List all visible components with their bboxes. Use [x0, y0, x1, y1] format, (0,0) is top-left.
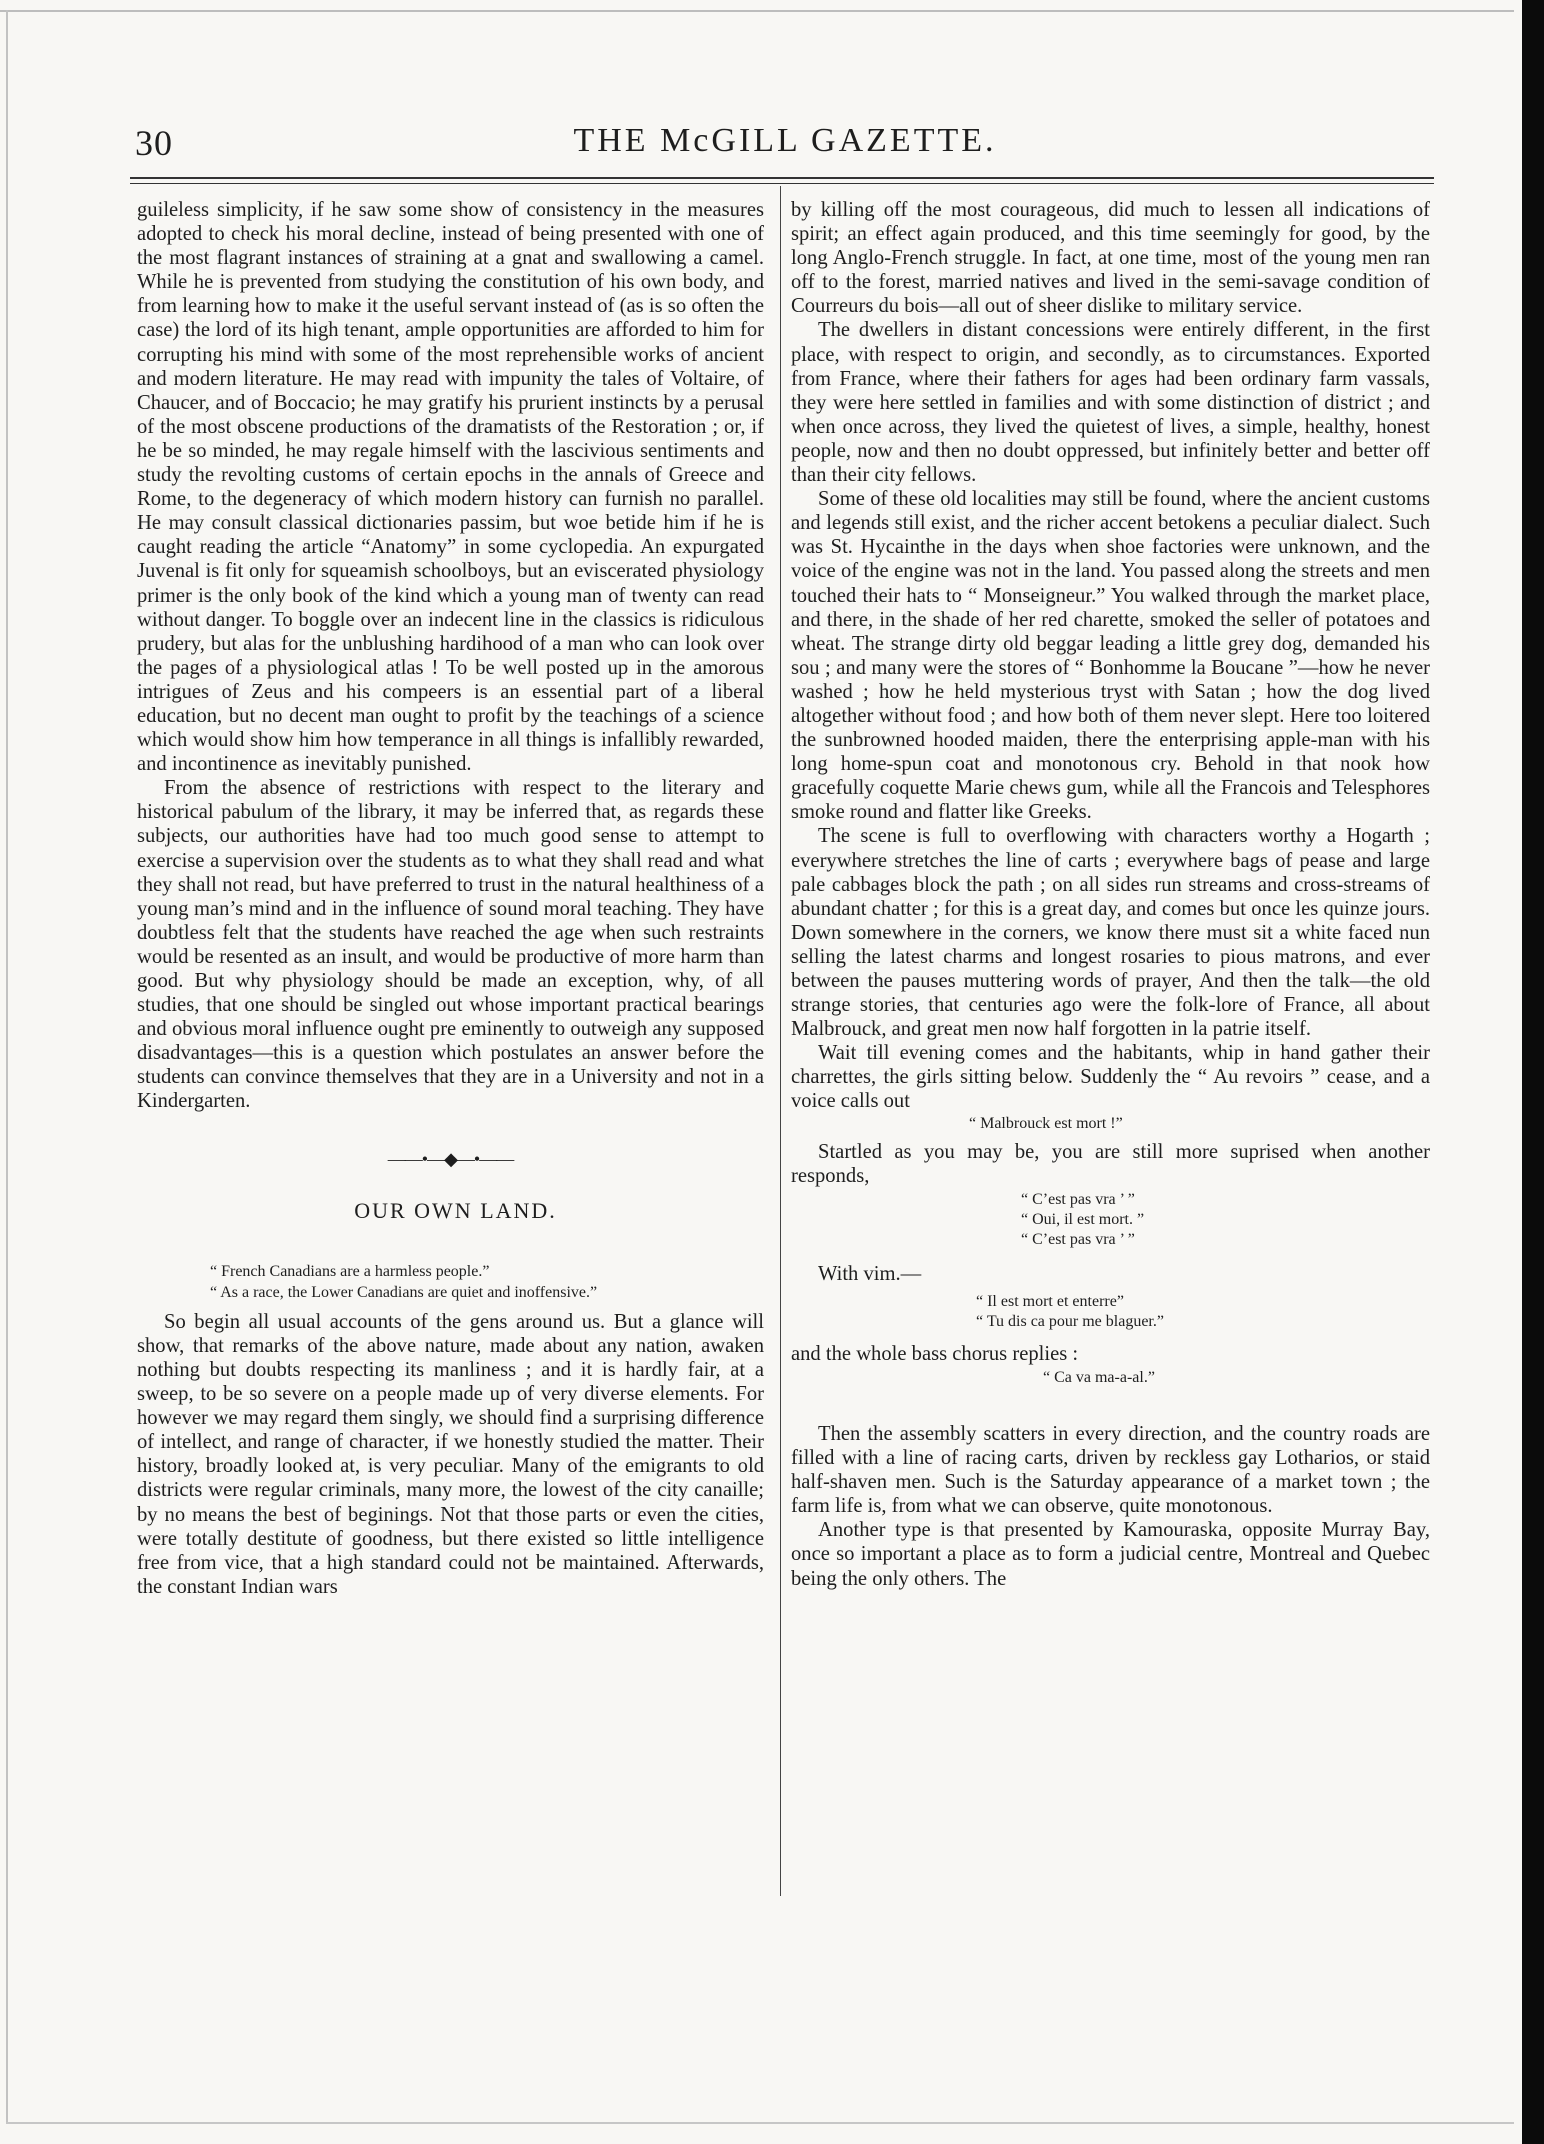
page-border-top — [0, 10, 1514, 12]
page-border-bottom — [6, 2122, 1514, 2124]
song-verse: “ Malbrouck est mort !” — [969, 1114, 1123, 1132]
page-border-left — [6, 10, 8, 2122]
song-line: “ Il est mort et enterre” — [976, 1292, 1124, 1310]
song-verse — [791, 1292, 1430, 1332]
right-column — [791, 198, 1430, 1591]
page-header — [135, 120, 1435, 176]
paragraph: Another type is that presented by Kamouraska, opposite Murray Bay, once so important a place as to form a judicial centre, Montreal and Quebec being the only others. The — [791, 1519, 1430, 1590]
paragraph: Then the assembly scatters in every direction, and the country roads are filled with a line of racing carts, driven by reckless gay Lotharios, or staid half-shaven men. Such is the Saturday appearance of a market town ; the farm life is, from what we can observe, quite monotonous. — [791, 1422, 1430, 1518]
song-line: “ C’est pas vra ’ ” — [1021, 1230, 1135, 1248]
left-column — [137, 198, 764, 1599]
header-rule-thin — [130, 183, 1434, 184]
header-rule-thick — [130, 177, 1434, 179]
paragraph: With vim.— — [818, 1262, 922, 1285]
paragraph: From the absence of restrictions with respect to the literary and historical pabulum of the library, it may be inferred that, as regards these subjects, our authorities have had too much good sense to attempt to exercise a supervision over the students as to what they shall read and what they shall not read, but have preferred to trust in the natural healthiness of a young man’s mind and in the influence of sound moral teaching. They have doubtless felt that the students have reached the age when such restraints would be resented as an insult, and would be productive of more harm than good. But why physiology should be made an exception, why, of all studies, that one should be singled out whose important practical bearings and obvious moral influence ought pre eminently to outweigh any supposed disadvantages—this is a question which postulates an answer before the students can convince themselves that they are in a University and not in a Kindergarten. — [137, 777, 764, 1113]
page-number: 30 — [135, 123, 173, 163]
paragraph: The dwellers in distant concessions were entirely different, in the first place, with respect to origin, and secondly, as to circumstances. Exported from France, where their fathers for ages had been ordinary farm vassals, they were here settled in families and with some distinction of district ; and when once across, they lived the quietest of lives, a simple, healthy, honest people, now and then no doubt oppressed, but infinitely better and better off than their city fellows. — [791, 319, 1430, 487]
section-title: OUR OWN LAND. — [354, 1197, 557, 1223]
paragraph: by killing off the most courageous, did much to lessen all indications of spirit; an effect again produced, and this time seemingly for good, by the long Anglo-French struggle. In fact, at one time, most of the young men ran off to the forest, married natives and lived in the semi-savage condition of Courreurs du bois—all out of sheer dislike to military service. — [791, 199, 1430, 318]
epigraph-line: “ French Canadians are a harmless people.” — [210, 1262, 490, 1280]
journal-title: THE McGILL GAZETTE. — [573, 122, 997, 159]
paragraph: and the whole bass chorus replies : — [791, 1342, 1079, 1365]
song-line: “ Tu dis ca pour me blaguer.” — [976, 1312, 1164, 1330]
scan-edge-bar — [1522, 0, 1544, 2144]
paragraph: The scene is full to overflowing with characters worthy a Hogarth ; everywhere stretches the line of carts ; everywhere bags of pease and large pale cabbages block the path ; on all sides run streams and cross-streams of abundant chatter ; for this is a great day, and comes but once les quinze jours. Down somewhere in the corners, we know there must sit a white faced nun selling the latest charms and longest rosaries to pious matrons, and ever between the pauses muttering words of prayer, And then the talk—the old strange stories, that centuries ago were the folk-lore of France, all about Malbrouck, and great men now half forgotten in la patrie itself. — [791, 825, 1430, 1041]
column-divider — [780, 186, 781, 1896]
song-verse: “ Ca va ma-a-al.” — [1043, 1368, 1155, 1386]
epigraph-line: “ As a race, the Lower Canadians are quiet and inoffensive.” — [210, 1283, 598, 1301]
song-line: “ Oui, il est mort. ” — [1021, 1210, 1145, 1228]
paragraph: Some of these old localities may still be found, where the ancient customs and legends still exist, and the richer accent betokens a peculiar dialect. Such was St. Hycainthe in the days when shoe factories were unknown, and the voice of the engine was not in the land. You passed along the streets and men touched their hats to “ Monseigneur.” You walked through the market place, and there, in the shade of her red charette, smoked the seller of potatoes and wheat. The strange dirty old beggar leading a little grey dog, demanded his sou ; and many were the stores of “ Bonhomme la Boucane ”—how he never washed ; how he held mysterious tryst with Satan ; how the dog lived altogether without food ; and how both of them never slept. Here too loitered the sunbrowned hooded maiden, there the enterprising apple-man with his long home-spun coat and monotonous cry. Behold in that nook how gracefully coquette Marie chews gum, while all the Francois and Telesphores smoke round and flatter like Greeks. — [791, 488, 1430, 824]
song-verse — [791, 1190, 1430, 1250]
song-line: “ C’est pas vra ’ ” — [1021, 1190, 1135, 1208]
paragraph: guileless simplicity, if he saw some show of consistency in the measures adopted to check his moral decline, instead of being presented with one of the most flagrant instances of straining at a gnat and swallowing a camel. While he is prevented from studying the constitution of his own body, and from learning how to make it the useful servant instead of (as is so often the case) the lord of its high tenant, ample opportunities are afforded to him for corrupting his mind with some of the most reprehensible works of ancient and modern literature. He may read with impunity the tales of Voltaire, of Chaucer, and of Boccacio; he may gratify his prurient instincts by a perusal of the most obscene productions of the dramatists of the Restoration ; or, if he be so minded, he may regale himself with the lascivious sentiments and study the revolting customs of certain epochs in the annals of Greece and Rome, to the degeneracy of which modern history can furnish no parallel. He may consult classical dictionaries passim, but woe betide him if he is caught reading the article “Anatomy” in some cyclopedia. An expurgated Juvenal is fit only for squeamish schoolboys, but an eviscerated physiology primer is the only book of the kind which a young man of twenty can read without danger. To boggle over an indecent line in the classics is ridiculous prudery, but alas for the unblushing hardihood of a man who can look over the pages of a physiological atlas ! To be well posted up in the amorous intrigues of Zeus and his compeers is an essential part of a liberal education, but no decent man ought to profit by the teachings of a science which would show him how temperance in all things is infallibly rewarded, and incontinence as inevitably punished. — [137, 199, 764, 776]
paragraph: So begin all usual accounts of the gens around us. But a glance will show, that remarks of the above nature, made about any nation, awaken nothing but doubts respecting its manliness ; and it is hardly fair, at a sweep, to be so severe on a people made up of very diverse elements. For however we may regard them singly, we should find a surprising difference of intellect, and range of character, if we honestly studied the matter. Their history, broadly looked at, is very peculiar. Many of the emigrants to old districts were regular criminals, many more, the lowest of the city canaille; by no means the best of beginings. Not that those parts or even the cities, were totally destitute of goodness, but there existed so little intelligence free from vice, that a high standard could not be maintained. Afterwards, the constant Indian wars — [137, 1310, 764, 1598]
section-ornament: ——•—◆—•—— — [387, 1148, 514, 1169]
epigraph — [210, 1261, 764, 1303]
paragraph: Startled as you may be, you are still more suprised when another responds, — [791, 1140, 1430, 1187]
paragraph: Wait till evening comes and the habitants, whip in hand gather their charrettes, the girls sitting below. Suddenly the “ Au revoirs ” cease, and a voice calls out — [791, 1042, 1430, 1113]
